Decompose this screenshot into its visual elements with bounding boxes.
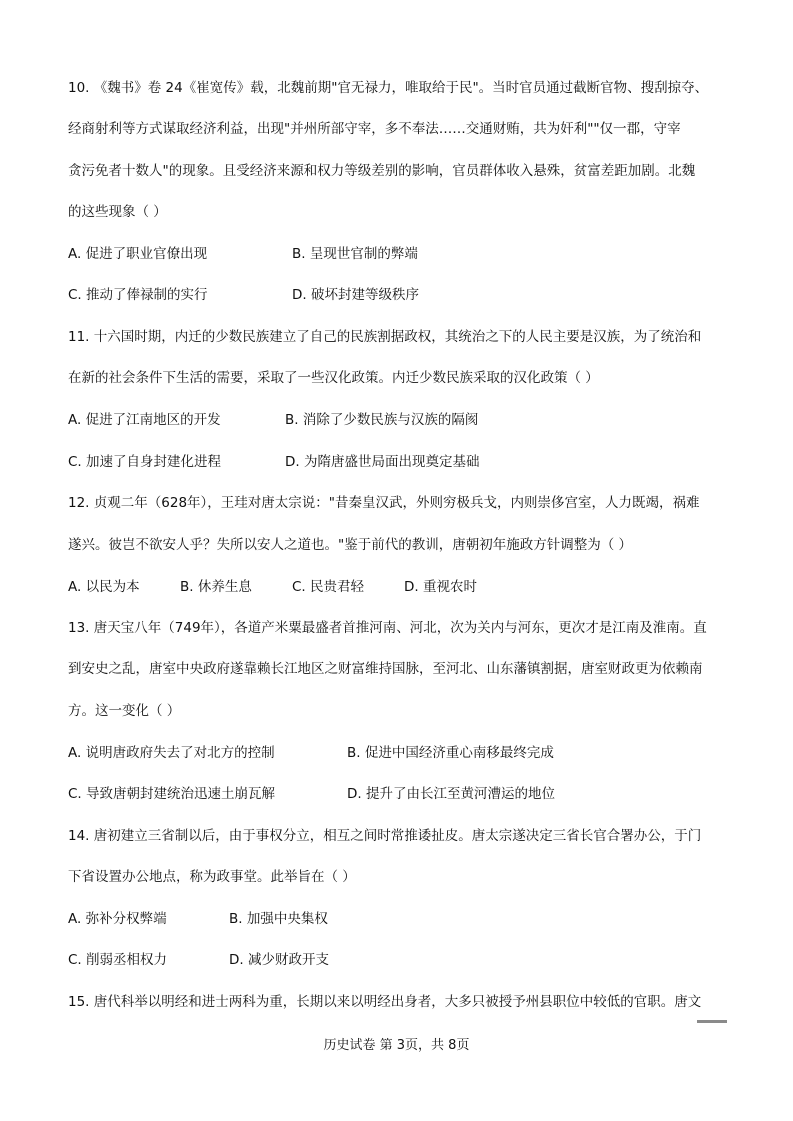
q11-line-1: 11. 十六国时期，内迁的少数民族建立了自己的民族割据政权，其统治之下的人民主要是汉族，为了统治和 [68, 329, 702, 345]
q14-option-c: C. 削弱丞相权力 [68, 952, 168, 968]
q10-line-2: 经商射利等方式谋取经济利益，出现"并州所部守宰，多不奉法……交通财贿，共为奸利""仅一郡，守宰 [68, 121, 681, 137]
q14-option-b: B. 加强中央集权 [229, 911, 328, 927]
page-footer: 历史试卷 第 3页，共 8页 [323, 1038, 470, 1053]
q10-line-4: 的这些现象（ ） [68, 204, 167, 220]
q11-option-c: C. 加速了自身封建化进程 [68, 454, 222, 470]
q13-line-2: 到安史之乱，唐室中央政府遂靠赖长江地区之财富维持国脉，至河北、山东藩镇割据，唐室财政更为依赖南 [68, 661, 703, 677]
q13-line-3: 方。这一变化（ ） [68, 703, 181, 719]
q13-option-d: D. 提升了由长江至黄河漕运的地位 [347, 786, 555, 802]
q10-option-b: B. 呈现世官制的弊端 [292, 246, 418, 262]
page-divider [697, 1020, 727, 1023]
q11-option-a: A. 促进了江南地区的开发 [68, 412, 221, 428]
q12-option-a: A. 以民为本 [68, 579, 140, 595]
q14-option-d: D. 减少财政开支 [229, 952, 329, 968]
q11-option-b: B. 消除了少数民族与汉族的隔阂 [285, 412, 479, 428]
q10-option-a: A. 促进了职业官僚出现 [68, 246, 208, 262]
q10-option-d: D. 破坏封建等级秩序 [292, 287, 419, 303]
q13-option-b: B. 促进中国经济重心南移最终完成 [347, 745, 554, 761]
q14-line-2: 下省设置办公地点，称为政事堂。此举旨在（ ） [68, 869, 356, 885]
q10-option-c: C. 推动了俸禄制的实行 [68, 287, 208, 303]
q12-option-d: D. 重视农时 [404, 579, 477, 595]
q12-line-1: 12. 贞观二年（628年），王珪对唐太宗说："昔秦皇汉武，外则穷极兵戈，内则崇侈宫室，人力既竭，祸难 [68, 495, 700, 511]
q13-option-c: C. 导致唐朝封建统治迅速土崩瓦解 [68, 786, 276, 802]
q14-option-a: A. 弥补分权弊端 [68, 911, 167, 927]
q11-option-d: D. 为隋唐盛世局面出现奠定基础 [285, 454, 480, 470]
q12-option-c: C. 民贵君轻 [292, 579, 365, 595]
q10-line-1: 10. 《魏书》卷 24《崔宽传》载，北魏前期"官无禄力，唯取给于民"。当时官员通过截断官物、搜刮掠夺、 [68, 80, 709, 96]
q10-line-3: 贪污免者十数人"的现象。且受经济来源和权力等级差别的影响，官员群体收入悬殊，贫富差距加剧。北魏 [68, 163, 696, 179]
q11-line-2: 在新的社会条件下生活的需要，采取了一些汉化政策。内迁少数民族采取的汉化政策（ ） [68, 370, 599, 386]
q14-line-1: 14. 唐初建立三省制以后，由于事权分立，相互之间时常推诿扯皮。唐太宗遂决定三省长官合署办公，于门 [68, 828, 702, 844]
q13-line-1: 13. 唐天宝八年（749年），各道产米粟最盛者首推河南、河北，次为关内与河东，更次才是江南及淮南。直 [68, 620, 707, 636]
q15-line-1: 15. 唐代科举以明经和进士两科为重，长期以来以明经出身者，大多只被授予州县职位中较低的官职。唐文 [68, 994, 702, 1010]
q12-option-b: B. 休养生息 [180, 579, 252, 595]
q12-line-2: 遂兴。彼岂不欲安人乎？失所以安人之道也。"鉴于前代的教训，唐朝初年施政方针调整为（ ） [68, 537, 632, 553]
q13-option-a: A. 说明唐政府失去了对北方的控制 [68, 745, 275, 761]
